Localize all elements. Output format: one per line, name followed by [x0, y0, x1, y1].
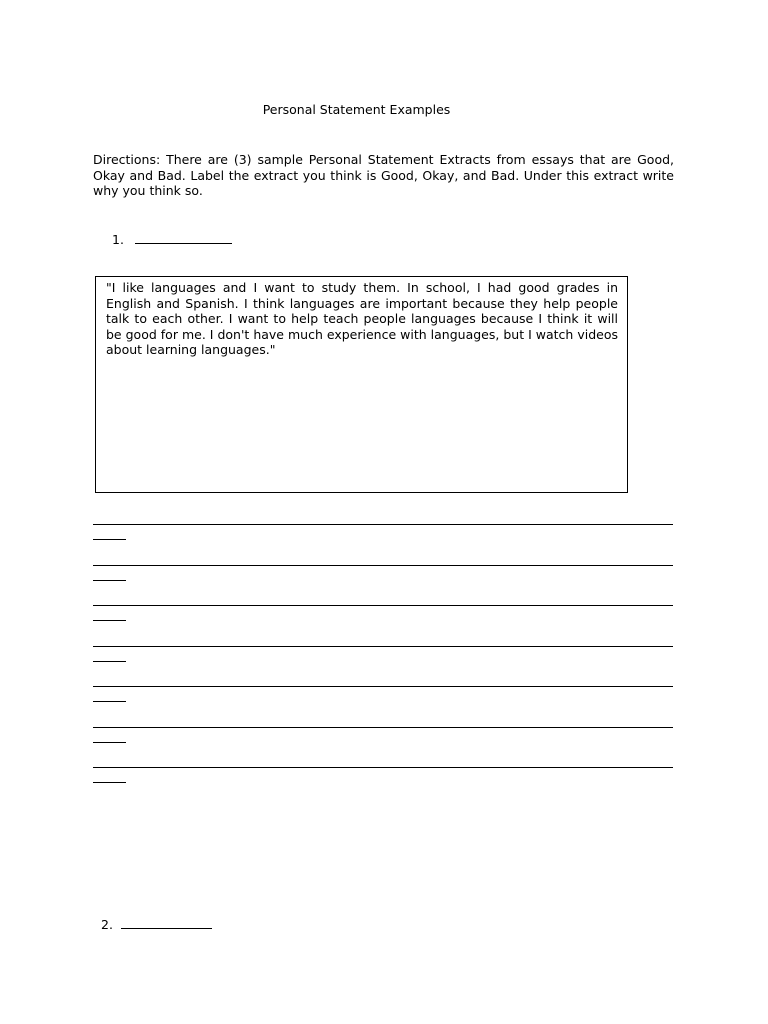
- answer-line: [93, 715, 674, 756]
- extract-box: [95, 276, 628, 493]
- line-short: [93, 661, 126, 662]
- line-long: [93, 767, 673, 768]
- label-blank-line: [135, 232, 232, 244]
- line-long: [93, 686, 673, 687]
- line-short: [93, 539, 126, 540]
- item-2-label: [101, 917, 212, 932]
- line-long: [93, 646, 673, 647]
- label-blank-line: [121, 917, 212, 929]
- item-number: 2.: [101, 917, 113, 932]
- answer-line: [93, 674, 674, 715]
- answer-line: [93, 593, 674, 634]
- line-long: [93, 727, 673, 728]
- answer-line: [93, 512, 674, 553]
- line-short: [93, 701, 126, 702]
- line-short: [93, 620, 126, 621]
- answer-line: [93, 553, 674, 594]
- line-short: [93, 782, 126, 783]
- item-1-label: [112, 232, 232, 247]
- line-long: [93, 605, 673, 606]
- answer-line: [93, 634, 674, 675]
- line-short: [93, 580, 126, 581]
- line-long: [93, 524, 673, 525]
- directions-text: Directions: There are (3) sample Personal Statement Extracts from essays that are Good, Okay and Bad. Label the extract you think is Good, Okay, and Bad. Under this extract write why you think so.: [93, 152, 674, 198]
- line-long: [93, 565, 673, 566]
- answer-lines: [93, 512, 674, 796]
- page-title: Personal Statement Examples: [262, 102, 451, 117]
- answer-line: [93, 755, 674, 796]
- line-short: [93, 742, 126, 743]
- item-number: 1.: [112, 232, 124, 247]
- extract-text: "I like languages and I want to study them. In school, I had good grades in English and Spanish. I think languages are important because they help people talk to each other. I want to help teach people languages because I think it will be good for me. I don't have much experience with languages, but I watch videos about learning languages.": [106, 280, 618, 357]
